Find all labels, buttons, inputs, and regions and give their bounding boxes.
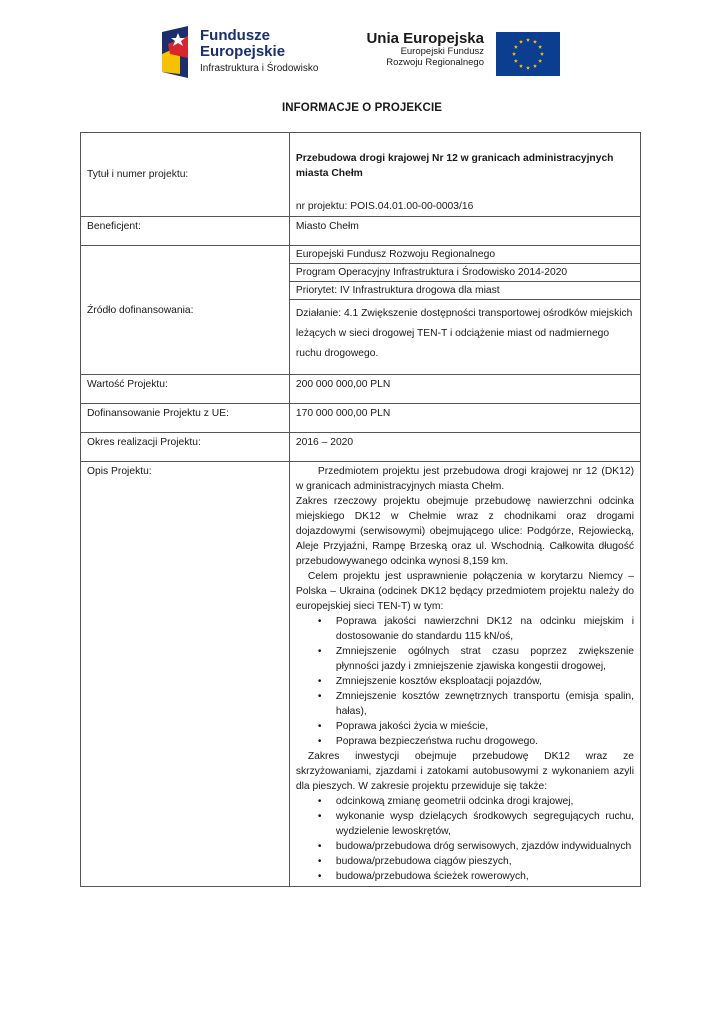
eu-logo-line3: Rozwoju Regionalnego xyxy=(386,57,484,69)
scope-list xyxy=(296,794,634,884)
scope-text: budowa/przebudowa dróg serwisowych, zjazdów indywidualnych xyxy=(335,841,632,852)
list-item xyxy=(317,734,634,749)
list-item xyxy=(317,839,634,854)
goal-text: Zmniejszenie ogólnych strat czasu poprzez zwiększenie płynności jazdy i zmniejszenie zjawiska kongestii drogowej, xyxy=(335,646,634,672)
goal-text: Zmniejszenie kosztów zewnętrznych transportu (emisja spalin, hałas), xyxy=(335,691,634,717)
bullet-icon: • xyxy=(317,796,322,807)
fundusze-europejskie-mark-icon xyxy=(160,24,190,80)
goals-list xyxy=(296,614,634,749)
bullet-icon: • xyxy=(317,676,322,687)
unia-europejska-logo xyxy=(365,24,560,80)
eu-logo-line1: Unia Europejska xyxy=(366,30,484,47)
bullet-icon: • xyxy=(317,736,322,747)
title-value xyxy=(289,133,640,217)
project-info-table xyxy=(80,132,641,887)
row-period xyxy=(81,433,641,462)
bullet-icon: • xyxy=(317,871,322,882)
row-eu-funding xyxy=(81,404,641,433)
list-item xyxy=(317,869,634,884)
row-title xyxy=(81,133,641,217)
fe-logo-line1: Fundusze xyxy=(200,27,270,44)
period-value: 2016 – 2020 xyxy=(289,433,640,462)
description-intro: Przedmiotem projektu jest przebudowa drogi krajowej nr 12 (DK12) w granicach administracyjnych miasta Chełm. xyxy=(295,466,634,492)
bullet-icon: • xyxy=(317,646,322,657)
project-number: nr projektu: POIS.04.01.00-00-0003/16 xyxy=(295,201,474,212)
title-label: Tytuł i numer projektu: xyxy=(81,133,290,217)
page-heading: INFORMACJE O PROJEKCIE xyxy=(281,102,443,114)
list-item xyxy=(317,854,634,869)
description-goal: Celem projektu jest usprawnienie połączenia w korytarzu Niemcy – Polska – Ukraina (odcinek DK12 będący przedmiotem projektu należy do europejskiej sieci TEN-T) w tym: xyxy=(295,571,634,612)
eu-flag-icon xyxy=(496,32,560,76)
description-label: Opis Projektu: xyxy=(81,462,290,887)
logo-bar xyxy=(160,22,560,82)
row-beneficiary xyxy=(81,217,641,246)
beneficiary-value: Miasto Chełm xyxy=(289,217,640,246)
scope-text: wykonanie wysp dzielących środkowych segregujących ruchu, wydzielenie lewoskrętów, xyxy=(335,811,634,837)
source-priority: Priorytet: IV Infrastruktura drogowa dla miast xyxy=(290,282,640,300)
eu-funding-label: Dofinansowanie Projektu z UE: xyxy=(81,404,290,433)
list-item xyxy=(317,809,634,839)
value-label: Wartość Projektu: xyxy=(81,375,290,404)
value-amount: 200 000 000,00 PLN xyxy=(289,375,640,404)
fundusze-europejskie-logo xyxy=(160,24,350,80)
bullet-icon: • xyxy=(317,691,322,702)
source-label: Źródło dofinansowania: xyxy=(81,246,290,375)
goal-text: Poprawa jakości życia w mieście, xyxy=(335,721,489,732)
bullet-icon: • xyxy=(317,811,322,822)
goal-text: Poprawa bezpieczeństwa ruchu drogowego. xyxy=(335,736,538,747)
bullet-icon: • xyxy=(317,721,322,732)
source-value xyxy=(289,246,640,375)
period-label: Okres realizacji Projektu: xyxy=(81,433,290,462)
description-value xyxy=(289,462,640,887)
project-name: Przebudowa drogi krajowej Nr 12 w granicach administracyjnych miasta Chełm xyxy=(295,153,614,179)
goal-text: Zmniejszenie kosztów eksploatacji pojazdów, xyxy=(335,676,542,687)
list-item xyxy=(317,644,634,674)
scope-text: odcinkową zmianę geometrii odcinka drogi krajowej, xyxy=(335,796,574,807)
eu-logo-line2: Europejski Fundusz xyxy=(400,46,484,58)
scope-text: budowa/przebudowa ciągów pieszych, xyxy=(335,856,512,867)
fe-logo-line2: Europejskie xyxy=(200,43,286,60)
goal-text: Poprawa jakości nawierzchni DK12 na odcinku miejskim i dostosowanie do standardu 115 kN/oś, xyxy=(335,616,634,642)
row-source xyxy=(81,246,641,375)
bullet-icon: • xyxy=(317,841,322,852)
source-program: Program Operacyjny Infrastruktura i Środowisko 2014-2020 xyxy=(290,264,640,282)
row-description xyxy=(81,462,641,887)
bullet-icon: • xyxy=(317,856,322,867)
list-item xyxy=(317,719,634,734)
source-fund: Europejski Fundusz Rozwoju Regionalnego xyxy=(290,246,640,264)
eu-funding-amount: 170 000 000,00 PLN xyxy=(289,404,640,433)
bullet-icon: • xyxy=(317,616,322,627)
description-scope: Zakres rzeczowy projektu obejmuje przebudowę nawierzchni odcinka miejskiego DK12 w Chełmie wraz z chodnikami oraz drogami dojazdowymi (serwisowymi) obejmującego ulice: Podgórze, Rejowiecką, Aleje Przyjaźni, Rampę Brzeską oraz ul. Wschodnią. Całkowita długość przebudowywanego odcinka wynosi 8,159 km. xyxy=(295,496,634,567)
beneficiary-label: Beneficjent: xyxy=(81,217,290,246)
list-item xyxy=(317,794,634,809)
scope-text: budowa/przebudowa ścieżek rowerowych, xyxy=(335,871,529,882)
list-item xyxy=(317,674,634,689)
description-investment: Zakres inwestycji obejmuje przebudowę DK12 wraz ze skrzyżowaniami, zjazdami i zatokami autobusowymi z wykonaniem azyli dla pieszych. W zakresie projektu przewiduje się także: xyxy=(295,751,634,792)
source-action: Działanie: 4.1 Zwiększenie dostępności transportowej ośrodków miejskich leżących w sieci drogowej TEN-T i odciążenie miast od nadmiernego ruchu drogowego. xyxy=(295,308,633,359)
fe-logo-line3: Infrastruktura i Środowisko xyxy=(200,63,319,74)
list-item xyxy=(317,614,634,644)
row-value xyxy=(81,375,641,404)
list-item xyxy=(317,689,634,719)
